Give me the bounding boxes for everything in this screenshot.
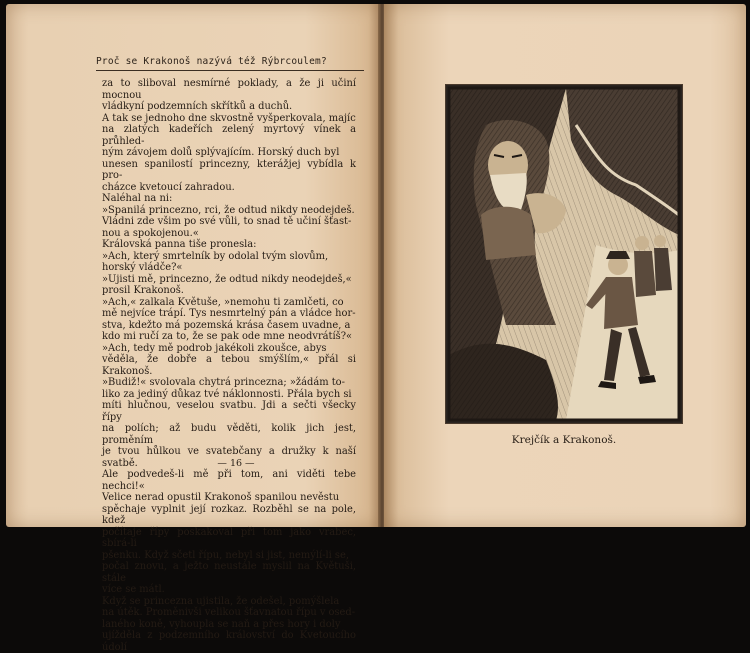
text-line: je tvou hůlkou ve svatebčany a družky k naší svatbě. — [102, 446, 356, 469]
text-line: Královská panna tiše pronesla: — [102, 239, 257, 250]
text-line: Když se princezna ujistila, že odešel, pomýšlela — [102, 595, 340, 607]
text-line: Ale podvedeš-li mě při tom, ani viděti tebe nechci!« — [102, 469, 356, 492]
text-line: Vládni zde všim po své vůli, to snad tě učiní šťast- — [102, 216, 352, 227]
text-line: »Spanilá princezno, rci, že odtud nikdy neodejdeš. — [102, 204, 355, 216]
left-page — [6, 4, 380, 653]
text-line: ným závojem dolů splývajícím. Horský duch byl — [102, 147, 340, 158]
open-book — [6, 4, 746, 653]
text-line: kdo mi ručí za to, že se pak ode mne neodvrátíš?« — [102, 331, 353, 342]
text-line: cházce kvetoucí zahradou. — [102, 181, 235, 193]
text-line: »Budiž!« svolovala chytrá princezna; »žádám to- — [102, 377, 345, 388]
text-line: nou a spokojenou.« — [102, 227, 199, 239]
text-line: A tak se jednoho dne skvostně vyšperkovala, majíc — [102, 112, 356, 124]
text-line: horský vládče?« — [102, 262, 183, 273]
text-line: počal znovu, a ježto neustále myslil na Květuši, stále — [102, 561, 356, 584]
text-line: »Ujisti mě, princezno, že odtud nikdy neodejdeš,« — [102, 273, 352, 285]
text-line: »Ach, tedy mě podrob jakékoli zkoušce, abys — [102, 342, 327, 354]
text-line: na útěk. Proměnivši velikou šťavnatou řípu v osed- — [102, 607, 356, 618]
text-line: věděla, že dobře a tebou smýšlím,« přál si Krakonoš. — [102, 354, 356, 377]
text-line: mě nejvíce trápí. Tys nesmrtelný pán a vládce hor- — [102, 308, 356, 319]
text-line: stva, kdežto má pozemská krása časem uvadne, a — [102, 319, 351, 331]
text-line: na polích; až budu věděti, kolik jich jest, proměním — [102, 423, 356, 446]
text-line: počítaje řípy poskakoval při tom jako vrabec, sbírá-li — [102, 526, 356, 549]
text-line: za to sliboval nesmírné poklady, a že ji učiní mocnou — [102, 78, 356, 101]
text-line: Velice nerad opustil Krakonoš spanilou nevěstu — [102, 492, 340, 503]
body-text — [102, 78, 356, 653]
text-line: Naléhal na ni: — [102, 193, 173, 204]
text-line: spěchaje vyplnit její rozkaz. Rozběhl se na pole, kdež — [102, 503, 356, 526]
running-head: Proč se Krakonoš nazývá též Rýbrcoulem? — [96, 56, 364, 71]
text-line: vládkyní podzemních skřítků a duchů. — [102, 101, 293, 112]
illustration-caption: Krejčík a Krakonoš. — [511, 434, 617, 446]
illustration-image — [446, 85, 682, 423]
text-line: liko za jediný důkaz tvé náklonnosti. Přála bych si — [102, 388, 352, 400]
text-line: míti hlučnou, veselou svatbu. Jdi a sečti všecky řípy — [102, 400, 356, 423]
text-line: na zlatých kadeřích zelený myrtový vínek a průhled- — [102, 124, 356, 147]
illustration-plate — [446, 85, 682, 423]
text-line: laného koně, vyhoupla se naň a přes hory i doly — [102, 618, 341, 630]
text-line: více se mátl. — [102, 584, 165, 595]
text-line: »Ach,« zalkala Květuše, »nemohu ti zamlčeti, co — [102, 296, 344, 308]
text-line: pšenku. Když sčetl řípu, nebyl si jist, nemýlí-li se, — [102, 549, 349, 561]
page-number: — 16 — — [217, 458, 255, 469]
text-line: »Ach, který smrtelník by odolal tvým slovům, — [102, 250, 329, 262]
text-line: unesen spanilostí princezny, kterážjej vybídla k pro- — [102, 158, 356, 181]
text-line: ujížděla z podzemního království do Kvetoucího údolí — [102, 630, 356, 653]
text-line: prosil Krakonoš. — [102, 285, 184, 296]
